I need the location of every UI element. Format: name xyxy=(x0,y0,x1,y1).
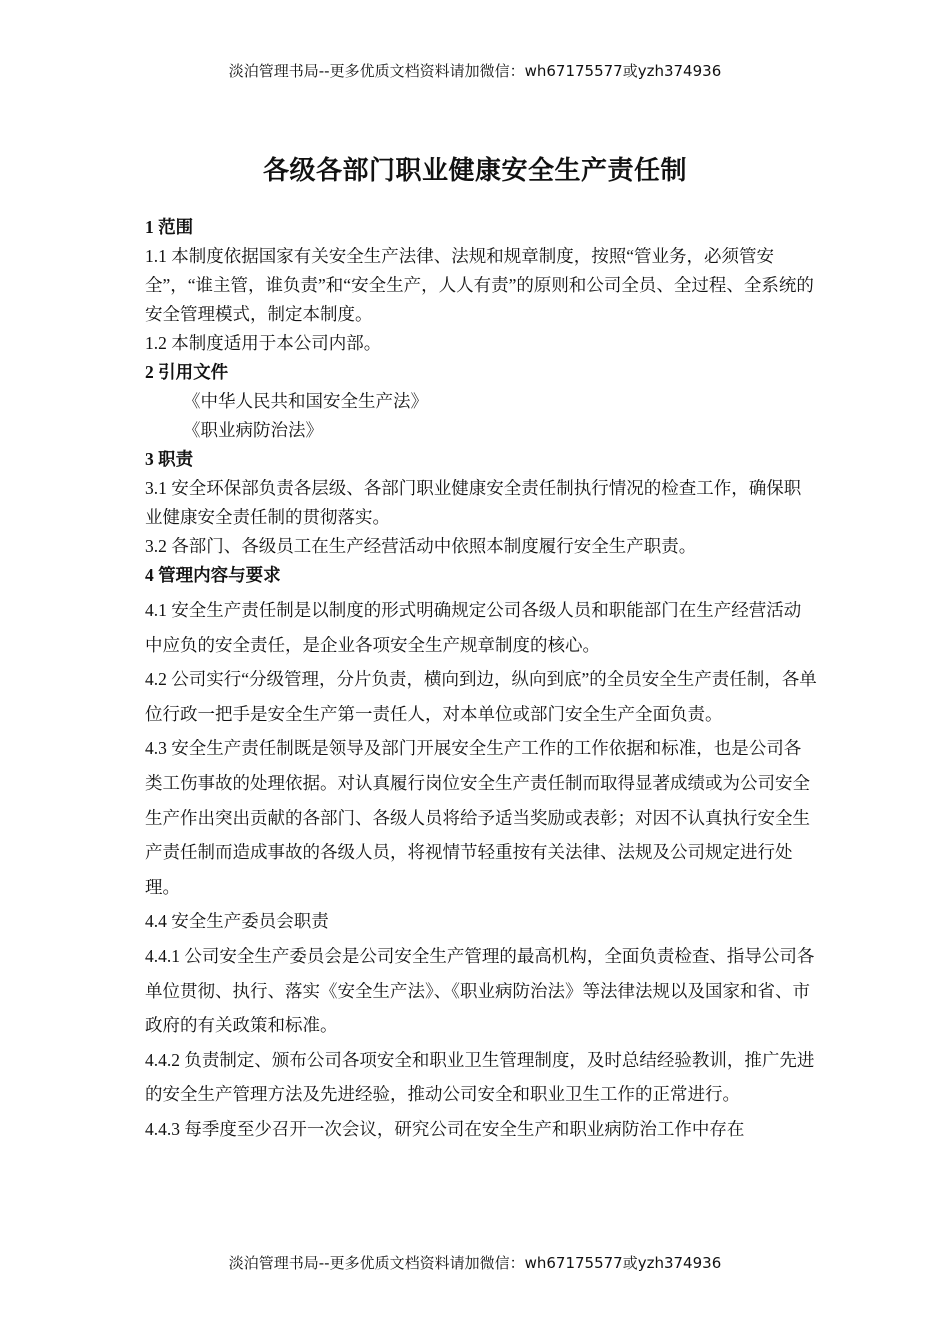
paragraph-4-3: 4.3 安全生产责任制既是领导及部门开展安全生产工作的工作依据和标准，也是公司各类工伤事故的处理依据。对认真履行岗位安全生产责任制而取得显著成绩或为公司安全生产作出突出贡献的各部门、各级人员将给予适当奖励或表彰；对因不认真执行安全生产责任制而造成事故的各级人员，将视情节轻重按有关法律、法规及公司规定进行处理。 xyxy=(145,738,810,897)
paragraph-3-2: 3.2 各部门、各级员工在生产经营活动中依照本制度履行安全生产职责。 xyxy=(145,536,697,556)
page-footer-watermark: 淡泊管理书局--更多优质文档资料请加微信：wh67175577或yzh374936 xyxy=(228,1254,722,1272)
paragraph-4-4-2: 4.4.2 负责制定、颁布公司各项安全和职业卫生管理制度，及时总结经验教训，推广先进的安全生产管理方法及先进经验，推动公司安全和职业卫生工作的正常进行。 xyxy=(145,1049,815,1105)
paragraph-3-1: 3.1 安全环保部负责各层级、各部门职业健康安全责任制执行情况的检查工作，确保职业健康安全责任制的贯彻落实。 xyxy=(145,478,802,527)
page-header-watermark: 淡泊管理书局--更多优质文档资料请加微信：wh67175577或yzh374936 xyxy=(228,62,722,80)
paragraph-1-1: 1.1 本制度依据国家有关安全生产法律、法规和规章制度，按照“管业务，必须管安全”，“谁主管，谁负责”和“安全生产，人人有责”的原则和公司全员、全过程、全系统的安全管理模式，制定本制度。 xyxy=(145,246,814,324)
reference-item: 《职业病防治法》 xyxy=(183,420,323,440)
paragraph-4-1: 4.1 安全生产责任制是以制度的形式明确规定公司各级人员和职能部门在生产经营活动中应负的安全责任，是企业各项安全生产规章制度的核心。 xyxy=(145,600,802,655)
section-3-heading: 3 职责 xyxy=(145,449,194,469)
section-2-heading: 2 引用文件 xyxy=(145,362,229,382)
paragraph-4-4: 4.4 安全生产委员会职责 xyxy=(145,911,329,932)
paragraph-4-4-3: 4.4.3 每季度至少召开一次会议，研究公司在安全生产和职业病防治工作中存在 xyxy=(145,1118,745,1139)
paragraph-4-2: 4.2 公司实行“分级管理，分片负责，横向到边，纵向到底”的全员安全生产责任制，各单位行政一把手是安全生产第一责任人，对本单位或部门安全生产全面负责。 xyxy=(145,669,817,724)
reference-item: 《中华人民共和国安全生产法》 xyxy=(183,391,428,411)
paragraph-4-4-1: 4.4.1 公司安全生产委员会是公司安全生产管理的最高机构，全面负责检查、指导公司各单位贯彻、执行、落实《安全生产法》、《职业病防治法》等法律法规以及国家和省、市政府的有关政策和标准。 xyxy=(145,945,815,1036)
document-title: 各级各部门职业健康安全生产责任制 xyxy=(262,156,687,186)
paragraph-1-2: 1.2 本制度适用于本公司内部。 xyxy=(145,333,382,353)
document-body xyxy=(145,213,817,1147)
section-4-heading: 4 管理内容与要求 xyxy=(145,565,281,585)
section-1-heading: 1 范围 xyxy=(145,217,194,237)
